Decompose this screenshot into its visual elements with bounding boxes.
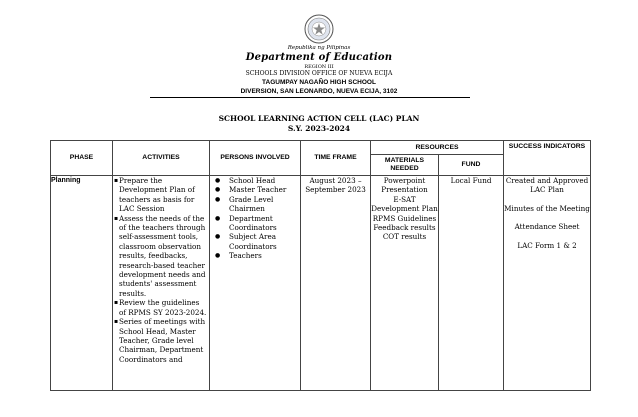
activity-text: Review the guidelines of RPMS SY 2023-2024. (119, 298, 207, 317)
bullet-icon: ● (215, 214, 221, 222)
activity-text: Prepare the Development Plan of teachers as basis for LAC Session (119, 176, 195, 214)
republic-line: Republika ng Pilipinas (287, 45, 351, 51)
header-success-indicators: SUCCESS INDICATORS (504, 141, 591, 176)
persons-cell (210, 176, 301, 391)
list-item (210, 195, 300, 214)
school-address: DIVERSION, SAN LEONARDO, NUEVA ECIJA, 3102 (240, 88, 398, 95)
header-time-frame: TIME FRAME (301, 141, 371, 176)
list-item (210, 232, 300, 251)
spacer (504, 232, 590, 241)
success-item: Minutes of the Meeting (504, 203, 590, 213)
spacer (504, 195, 590, 204)
table-row (51, 176, 591, 391)
list-item (210, 251, 300, 260)
bullet-icon: ▪ (114, 214, 119, 222)
bullet-icon: ● (215, 177, 221, 184)
material-item: E-SAT (393, 194, 416, 204)
time-frame-cell: August 2023 – September 2023 (301, 176, 371, 391)
bullet-icon: ● (215, 195, 221, 203)
material-item: RPMS Guidelines (372, 213, 437, 223)
school-name: TAGUMPAY NAGAÑO HIGH SCHOOL (262, 79, 376, 86)
material-item: Feedback results (373, 223, 436, 233)
material-item: COT results (382, 232, 427, 242)
letterhead-divider (150, 97, 470, 98)
deped-seal-icon (304, 14, 334, 44)
school-year: S.Y. 2023-2024 (287, 124, 351, 133)
bullet-icon: ● (215, 252, 221, 260)
person-text: Master Teacher (229, 185, 287, 195)
list-item (113, 298, 209, 317)
success-item: LAC Form 1 & 2 (517, 240, 577, 250)
success-item: Created and Approved LAC Plan (505, 176, 589, 195)
activity-text: Series of meetings with School Head, Master Teacher, Grade level Chairman, Department Coordinators and (119, 317, 206, 364)
bullet-icon: ▪ (114, 318, 119, 326)
region-line: REGION III (304, 64, 334, 70)
list-item (113, 214, 209, 299)
fund-cell: Local Fund (439, 176, 504, 391)
activity-text: Assess the needs of the of the teachers through self-assessment tools, classroom observation results, feedbacks, research-based teacher development needs and students' assessment results. (119, 213, 206, 298)
header-persons: PERSONS INVOLVED (210, 141, 301, 176)
success-cell (504, 176, 591, 391)
spacer (504, 213, 590, 222)
division-line: SCHOOLS DIVISION OFFICE OF NUEVA ECIJA (245, 70, 393, 77)
material-item: Powerpoint Presentation (381, 176, 428, 195)
bullet-icon: ▪ (114, 177, 119, 184)
list-item (113, 317, 209, 364)
department-name: Department of Education (245, 52, 393, 63)
bullet-icon: ● (215, 233, 221, 241)
activities-cell (113, 176, 210, 391)
materials-cell (371, 176, 439, 391)
header-materials: MATERIALS NEEDED (371, 155, 439, 176)
list-item (210, 214, 300, 233)
list-item (210, 176, 300, 185)
document-title: SCHOOL LEARNING ACTION CELL (LAC) PLAN (218, 114, 420, 123)
bullet-icon: ▪ (114, 299, 119, 307)
lac-plan-table (50, 140, 591, 391)
person-text: Grade Level Chairmen (229, 194, 274, 214)
list-item (113, 176, 209, 214)
header-phase: PHASE (51, 141, 113, 176)
person-text: Teachers (229, 251, 262, 261)
material-item: Development Plan (371, 204, 438, 214)
success-item: Attendance Sheet (514, 222, 580, 232)
person-text: Subject Area Coordinators (229, 232, 277, 251)
person-text: Department Coordinators (229, 213, 277, 233)
header-activities: ACTIVITIES (113, 141, 210, 176)
header-resources: RESOURCES (371, 141, 504, 155)
list-item (210, 185, 300, 194)
person-text: School Head (229, 176, 276, 185)
bullet-icon: ● (215, 186, 221, 194)
header-fund: FUND (439, 155, 504, 176)
phase-cell: Planning (51, 176, 113, 391)
